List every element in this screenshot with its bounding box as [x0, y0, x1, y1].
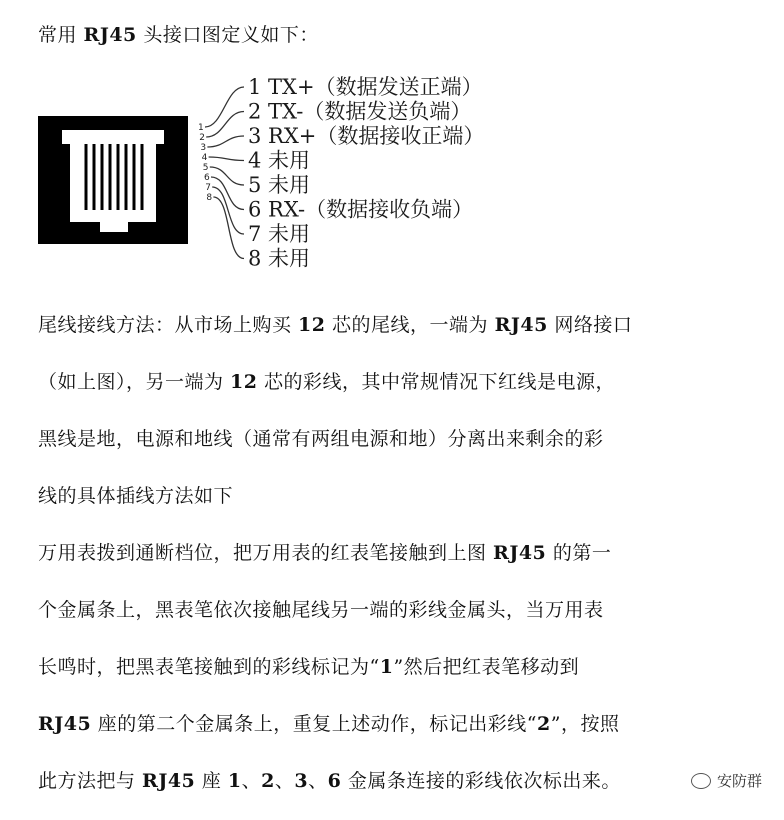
- text-line-9: [38, 766, 621, 793]
- pin-label-2: 2 TX-（数据发送负端）: [248, 99, 472, 124]
- text-run: 座的第二个金属条上，重复上述动作，标记出彩线“: [91, 713, 537, 735]
- pin-label-3: 3 RX+（数据接收正端）: [248, 124, 485, 148]
- text-run: 芯的尾线，一端为: [325, 314, 495, 336]
- text-run: 芯的彩线，其中常规情况下红线是电源，: [257, 371, 616, 393]
- bold-run: 2: [537, 713, 551, 735]
- pin-label-4: 4 未用: [248, 148, 311, 173]
- pin-small-numbers: [198, 123, 212, 203]
- bold-run: RJ45: [494, 314, 548, 336]
- pin-leader-4: [209, 157, 244, 161]
- text-run: 尾线接线方法：从市场上购买: [38, 314, 299, 336]
- pin-small-number-6: 6: [204, 173, 210, 183]
- pin-leader-5: [210, 167, 244, 185]
- text-line-6: [38, 595, 604, 622]
- text-line-1: [38, 310, 632, 337]
- text-line-3: [38, 424, 604, 451]
- text-line-5: [38, 538, 611, 565]
- text-run: 网络接口: [547, 314, 633, 336]
- bold-run: 12: [230, 371, 258, 393]
- text-line-7: [38, 652, 579, 679]
- pin-label-7: 7 未用: [248, 222, 311, 246]
- bold-run: 1: [227, 770, 242, 792]
- pin-leader-6: [211, 177, 244, 210]
- pin-small-number-5: 5: [202, 163, 209, 173]
- pin-leader-lines: [202, 87, 244, 259]
- text-run: 、: [274, 770, 295, 792]
- pin-small-number-2: 2: [199, 133, 205, 143]
- text-run: 、: [308, 770, 328, 792]
- watermark: [691, 770, 762, 791]
- text-run: 线的具体插线方法如下: [38, 485, 234, 507]
- pin-label-8: 8 未用: [248, 246, 311, 271]
- bold-run: 2: [261, 770, 275, 792]
- text-run: （如上图），另一端为: [38, 371, 231, 393]
- text-run: ”然后把红表笔移动到: [393, 656, 580, 678]
- heading-bold: RJ45: [83, 24, 137, 46]
- wechat-icon: [691, 773, 711, 789]
- text-run: 长鸣时，把黑表笔接触到的彩线标记为“: [38, 656, 380, 678]
- pin-leader-3: [207, 136, 244, 147]
- pin-small-number-1: 1: [198, 123, 204, 133]
- pin-small-number-7: 7: [205, 183, 211, 193]
- pin-label-1: 1 TX+（数据发送正端）: [248, 75, 483, 99]
- text-run: 个金属条上，黑表笔依次接触尾线另一端的彩线金属头，当万用表: [38, 599, 604, 621]
- bold-run: RJ45: [38, 713, 92, 735]
- text-run: 的第一: [546, 542, 612, 564]
- pin-leader-8: [213, 197, 244, 259]
- heading: [38, 20, 319, 47]
- text-line-4: [38, 481, 233, 508]
- bold-run: RJ45: [142, 770, 196, 792]
- bold-run: RJ45: [493, 542, 547, 564]
- pin-label-5: 5 未用: [248, 173, 311, 197]
- bold-run: 1: [379, 656, 394, 678]
- text-run: 此方法把与: [38, 770, 143, 792]
- heading-pre: 常用: [38, 24, 84, 46]
- text-run: 金属条连接的彩线依次标出来。: [341, 770, 621, 792]
- heading-post: 头接口图定义如下：: [136, 24, 319, 46]
- pin-small-number-4: 4: [201, 153, 208, 163]
- rj45-connector-opening: [62, 130, 164, 232]
- bold-run: 12: [298, 314, 326, 336]
- pin-leader-1: [205, 87, 244, 127]
- pin-label-6: 6 RX-（数据接收负端）: [248, 197, 474, 222]
- pin-small-number-8: 8: [206, 193, 213, 203]
- text-run: 黑线是地，电源和地线（通常有两组电源和地）分离出来剩余的彩: [38, 428, 604, 450]
- text-run: ”，按照: [550, 713, 620, 735]
- pin-small-number-3: 3: [200, 143, 207, 153]
- watermark-text: 安防群: [716, 772, 762, 790]
- text-run: 座: [195, 770, 228, 792]
- text-line-2: [38, 367, 615, 394]
- pin-labels: [248, 75, 484, 271]
- text-run: 万用表拨到通断档位，把万用表的红表笔接触到上图: [38, 542, 494, 564]
- bold-run: 3: [294, 770, 309, 792]
- text-run: 、: [241, 770, 262, 792]
- bold-run: 6: [327, 770, 342, 792]
- rj45-pinout-diagram: [30, 72, 530, 282]
- text-line-8: [38, 709, 619, 736]
